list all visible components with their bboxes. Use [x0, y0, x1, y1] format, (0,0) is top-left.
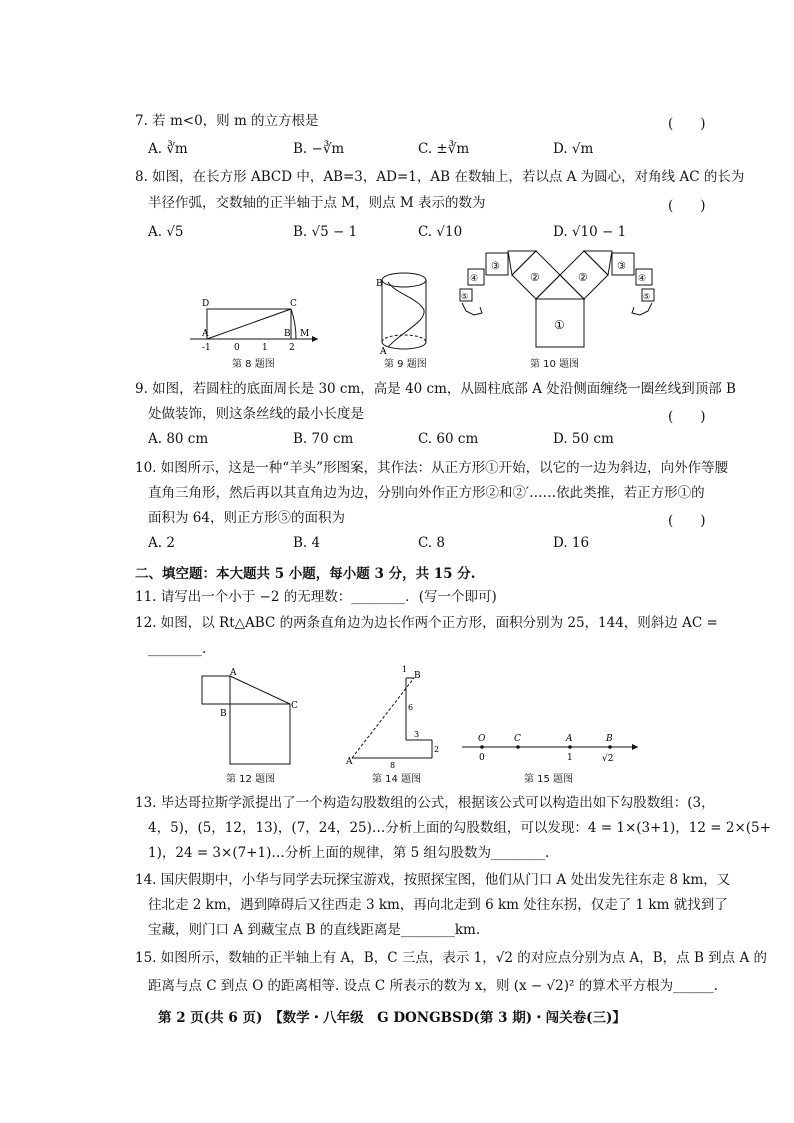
fig14-label-3: 3	[414, 730, 420, 739]
q11-text: 11. 请写出一个小于 −2 的无理数：________．(写一个即可)	[135, 589, 497, 605]
fig15-label-a: A	[566, 734, 573, 744]
q10-answer-paren: ( )	[668, 513, 706, 529]
q7-option-c: C. ±∛m	[418, 141, 470, 157]
q13-line2: 4，5)，(5，12，13)，(7，24，25)…分析上面的勾股数组，可以发现：4 = 1×(3+1)，12 = 2×(5+	[148, 820, 771, 836]
fig8-tick-neg1: -1	[202, 343, 211, 353]
fig15-tick-1: 1	[567, 753, 573, 763]
q13-line3: 1)，24 = 3×(7+1)…分析上面的规律，第 5 组勾股数为________.	[148, 845, 550, 861]
q8-option-c: C. √10	[418, 224, 463, 240]
fig10-triangle-right	[584, 251, 612, 275]
page-footer: 第 2 页(共 6 页) 【数学・八年级 G DONGBSD(第 3 期)・闯关卷(三)】	[158, 1010, 626, 1026]
fig10-caption: 第 10 题图	[530, 359, 580, 370]
fig8-tick-1: 1	[262, 343, 268, 353]
q10-option-d: D. 16	[553, 535, 590, 551]
fig14-label-8: 8	[390, 761, 396, 770]
q7-option-d: D. √m	[553, 141, 594, 157]
fig12-large-square	[230, 704, 290, 764]
q10-option-a: A. 2	[148, 535, 175, 551]
fig9-caption: 第 9 题图	[384, 359, 427, 370]
fig15-label-o: O	[478, 734, 486, 744]
q10-line2: 直角三角形，然后再以其直角边为边，分别向外作正方形②和②′……依此类推，若正方形①的	[148, 485, 705, 501]
q9-line2: 处做装饰，则这条丝线的最小长度是	[148, 406, 364, 422]
fig10-label-3-right: ③	[617, 261, 626, 272]
q8-line1: 8. 如图，在长方形 ABCD 中，AB=3，AD=1，AB 在数轴上，若以点 A 为圆心，对角线 AC 的长为	[135, 169, 745, 185]
fig14-label-1: 1	[402, 665, 408, 674]
q9-option-b: B. 70 cm	[293, 431, 354, 447]
fig9-label-b: B	[376, 279, 383, 289]
fig15-caption: 第 15 题图	[524, 774, 574, 785]
q8-option-b: B. √5 − 1	[293, 224, 358, 240]
fig9-spiral-thread	[388, 282, 424, 347]
fig8-tick-2: 2	[289, 343, 295, 353]
fig10-label-2-left: ②	[530, 271, 540, 284]
q15-line1: 15. 如图所示，数轴的正半轴上有 A，B，C 三点，表示 1，√2 的对应点分别为点 A，B，点 B 到点 A 的	[135, 950, 768, 966]
q15-line2: 距离与点 C 到点 O 的距离相等. 设点 C 所表示的数为 x，则 (x − √2)² 的算术平方根为______.	[148, 978, 718, 994]
q8-answer-paren: ( )	[668, 198, 706, 214]
fig8-label-m: M	[300, 329, 310, 339]
fig10-curl-right	[632, 303, 652, 315]
fig10-label-5-right: ⑤	[643, 292, 651, 301]
fig10-curl-left	[462, 303, 482, 315]
q7-answer-paren: ( )	[668, 116, 706, 132]
q10-option-b: B. 4	[293, 535, 321, 551]
fig9-bottom-front	[382, 342, 426, 349]
fig9-bottom-back	[382, 335, 426, 342]
q7-stem: 7. 若 m<0，则 m 的立方根是	[135, 113, 319, 129]
q9-option-c: C. 60 cm	[418, 431, 479, 447]
q10-option-c: C. 8	[418, 535, 446, 551]
q14-line1: 14. 国庆假期中，小华与同学去玩探宝游戏，按照探宝图，他们从门口 A 处出发先往东走 8 km，又	[135, 872, 731, 888]
q8-line2: 半径作弧，交数轴的正半轴于点 M，则点 M 表示的数为	[148, 195, 486, 211]
q7-option-b: B. −∛m	[293, 141, 345, 157]
fig10-label-4-left: ④	[470, 274, 479, 284]
q8-options	[148, 224, 748, 244]
q14-line3: 宝藏，则门口 A 到藏宝点 B 的直线距离是________km.	[148, 922, 481, 938]
q7-option-a: A. ∛m	[148, 141, 188, 157]
fig10-label-4-right: ④	[638, 274, 647, 284]
fig14-label-2: 2	[434, 745, 440, 754]
fig15-point-o	[480, 745, 484, 749]
fig8-arc	[291, 309, 296, 339]
fig8-diagonal-ac	[207, 309, 291, 339]
fig15-point-a	[568, 745, 572, 749]
q12-line1: 12. 如图，以 Rt△ABC 的两条直角边为边长作两个正方形，面积分别为 25，144，则斜边 AC =	[135, 615, 718, 631]
figure-9	[374, 270, 434, 355]
fig15-tick-0: 0	[479, 753, 485, 763]
q9-option-a: A. 80 cm	[148, 431, 209, 447]
fig12-small-square	[202, 676, 230, 704]
fig15-label-b: B	[606, 734, 613, 744]
fig8-arrow	[312, 336, 318, 342]
fig9-label-a: A	[380, 347, 387, 357]
q10-line1: 10. 如图所示，这是一种“羊头”形图案，其作法：从正方形①开始，以它的一边为斜边，向外作等腰	[135, 460, 729, 476]
fig12-label-b: B	[220, 709, 227, 719]
fig14-caption: 第 14 题图	[372, 774, 422, 785]
fig10-label-1: ①	[554, 318, 565, 332]
fig15-point-b	[608, 745, 612, 749]
fig8-tick-0: 0	[234, 343, 240, 353]
fig12-caption: 第 12 题图	[226, 774, 276, 785]
fig15-label-c: C	[514, 734, 521, 744]
q10-options	[148, 535, 748, 555]
fig14-label-b: B	[414, 671, 421, 681]
fig10-label-5-left: ⑤	[461, 292, 469, 301]
fig15-tick-sqrt2: √2	[602, 754, 614, 764]
fig15-arrow	[632, 744, 638, 750]
fig14-dashed-ab	[352, 678, 414, 758]
q12-line2: ________.	[148, 641, 207, 657]
figure-10	[456, 247, 666, 355]
fig14-label-6: 6	[408, 703, 414, 712]
fig15-point-c	[516, 745, 520, 749]
fig14-label-a: A	[346, 757, 353, 767]
figure-15	[462, 730, 642, 770]
section-fill-in-title: 二、填空题：本大题共 5 小题，每小题 3 分，共 15 分.	[135, 566, 476, 582]
figure-8	[190, 295, 330, 355]
fig8-label-d: D	[202, 299, 210, 309]
fig8-label-b: B	[284, 329, 291, 339]
fig8-caption: 第 8 题图	[232, 359, 275, 370]
fig12-hypotenuse-ac	[230, 676, 290, 704]
q8-option-a: A. √5	[148, 224, 184, 240]
q9-line1: 9. 如图，若圆柱的底面周长是 30 cm，高是 40 cm，从圆柱底部 A 处沿侧面缠绕一圈丝线到顶部 B	[135, 381, 736, 397]
fig10-label-3-left: ③	[491, 261, 500, 272]
q9-answer-paren: ( )	[668, 409, 706, 425]
fig10-triangle-center	[536, 275, 584, 299]
figure-12	[196, 666, 306, 768]
fig8-label-a: A	[202, 329, 209, 339]
q14-line2: 往北走 2 km，遇到障碍后又往西走 3 km，再向北走到 6 km 处往东拐，仅走了 1 km 就找到了	[148, 897, 728, 913]
fig8-label-c: C	[290, 299, 297, 309]
figure-14	[346, 664, 446, 768]
fig10-label-2-right: ②	[578, 271, 588, 284]
q10-line3: 面积为 64，则正方形⑤的面积为	[148, 510, 345, 526]
q9-option-d: D. 50 cm	[553, 431, 614, 447]
q7-options	[148, 141, 748, 161]
fig12-label-c: C	[291, 701, 298, 711]
fig12-label-a: A	[230, 668, 237, 678]
fig9-top-ellipse	[382, 273, 426, 287]
q9-options	[148, 431, 748, 451]
q8-option-d: D. √10 − 1	[553, 224, 627, 240]
q13-line1: 13. 毕达哥拉斯学派提出了一个构造勾股数组的公式，根据该公式可以构造出如下勾股数组：(3，	[135, 795, 715, 811]
